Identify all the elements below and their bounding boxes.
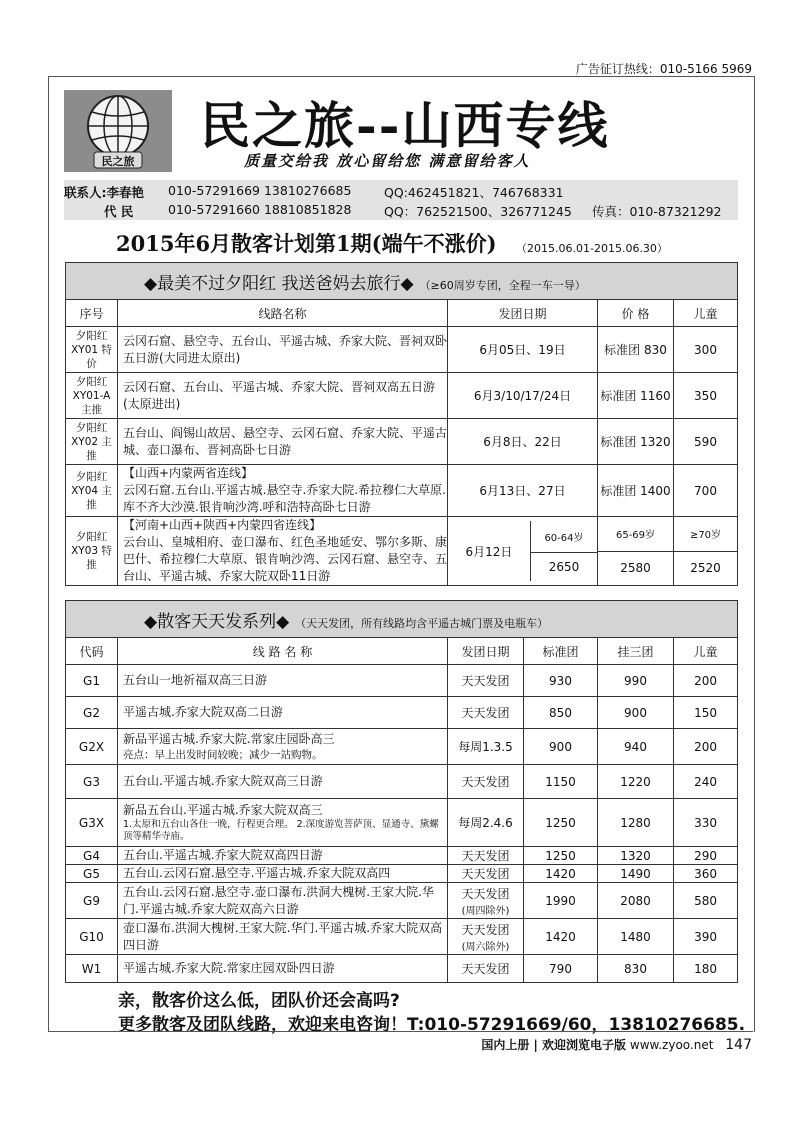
route-child-price: 390: [674, 919, 738, 955]
section1-note: （≥60周岁专团，全程一车一导）: [419, 278, 586, 292]
route-std-price: 850: [524, 697, 598, 729]
tour-date: 6月3/10/17/24日: [448, 373, 598, 419]
route-std-price: 1150: [524, 765, 598, 799]
tour-price: 标准团 1160: [598, 373, 674, 419]
section2-column-headers: [66, 638, 738, 665]
route-name: 新品五台山.平遥古城.乔家大院双高三: [123, 803, 323, 817]
route-date: 每周2.4.6: [448, 799, 524, 847]
route-name: 五台山.云冈石窟.悬空寺.壶口瀑布.洪洞大槐树.王家大院.华门.平遥古城.乔家大院双高六日游: [118, 883, 448, 919]
tour-code: 夕阳红 XY01-A 主推: [66, 373, 118, 419]
tour-code: 夕阳红 XY03 特推: [66, 517, 118, 586]
col-header: 儿童: [674, 638, 738, 665]
col-header: 儿童: [674, 300, 738, 327]
route-date: 天天发团: [448, 955, 524, 983]
table-row: [66, 419, 738, 465]
route-child-price: 290: [674, 847, 738, 865]
tour-price: 标准团 830: [598, 327, 674, 373]
route-std-price: 1250: [524, 847, 598, 865]
route-child-price: 240: [674, 765, 738, 799]
route-code: G1: [66, 665, 118, 697]
age-price: 2520: [674, 551, 738, 586]
route-name: 新品平遥古城.乔家大院.常家庄园卧高三: [123, 732, 335, 746]
tour-route: 云冈石窟、五台山、平遥古城、乔家大院、晋祠双高五日游(太原进出): [118, 373, 448, 419]
tour-route: 云冈石窟.五台山.平遥古城.悬空寺.乔家大院.希拉穆仁大草原.库不齐大沙漠.银肯响沙湾.呼和浩特高卧七日游: [123, 483, 446, 514]
route-g3-price: 1220: [598, 765, 674, 799]
logo-text: 民之旅: [101, 155, 135, 168]
contact-fax: 传真：010-87321292: [592, 204, 722, 219]
contact-name-2: 代 民: [104, 204, 134, 219]
route-name: 壶口瀑布.洪洞大槐树.王家大院.华门.平遥古城.乔家大院双高四日游: [118, 919, 448, 955]
table-row: [66, 919, 738, 955]
age-price: 2650: [548, 559, 580, 574]
route-code: G5: [66, 865, 118, 883]
route-std-price: 790: [524, 955, 598, 983]
tour-child-price: 350: [674, 373, 738, 419]
route-date: 天天发团: [461, 922, 510, 937]
tour-code: 夕阳红 XY04 主推: [66, 465, 118, 517]
route-child-price: 150: [674, 697, 738, 729]
route-code: G10: [66, 919, 118, 955]
page-section-label: 国内上册 | 欢迎浏览电子版: [481, 1038, 627, 1052]
route-g3-price: 940: [598, 729, 674, 765]
route-std-price: 930: [524, 665, 598, 697]
col-header: 线路名称: [118, 300, 448, 327]
route-date-cell: [448, 919, 524, 955]
tour-code: 夕阳红 XY01 特价: [66, 327, 118, 373]
route-date-exception: (周六除外): [461, 941, 510, 953]
table-row: [66, 373, 738, 419]
age-header: 60-64岁: [530, 521, 597, 552]
footer-contact-line: 更多散客及团队线路，欢迎来电咨询！T:010-57291669/60，13810276685.: [118, 1015, 746, 1035]
tour-date-cell: [448, 517, 598, 586]
plan-title: 2015年6月散客计划第1期(端午不涨价): [116, 231, 497, 256]
section1-column-headers: [66, 300, 738, 327]
table-row: [66, 465, 738, 517]
tour-route-tag: 【河南+山西+陕西+内蒙四省连线】: [123, 518, 322, 532]
route-date: 天天发团: [461, 886, 510, 901]
route-std-price: 1420: [524, 865, 598, 883]
page-number: 147: [725, 1037, 752, 1053]
route-code: G9: [66, 883, 118, 919]
tour-price: 标准团 1400: [598, 465, 674, 517]
contact-block: [64, 180, 738, 220]
table-row: [66, 799, 738, 847]
table-row: [66, 665, 738, 697]
section1-title: ◆最美不过夕阳红 我送爸妈去旅行◆: [144, 273, 414, 294]
route-code: G4: [66, 847, 118, 865]
section2-title: ◆散客天天发系列◆: [144, 611, 290, 632]
tour-route-cell: [118, 465, 448, 517]
ad-hotline: 广告征订热线：010-5166 5969: [575, 62, 752, 76]
tour-route-tag: 【山西+内蒙两省连线】: [123, 466, 254, 480]
tour-child-price: 700: [674, 465, 738, 517]
footer-promo-line: 亲，散客价这么低，团队价还会高吗?: [118, 991, 400, 1011]
tour-route: 云台山、皇城相府、壶口瀑布、红色圣地延安、鄂尔多斯、康巴什、希拉穆仁大草原、银肯响沙湾、云冈石窟、悬空寺、五台山、平遥古城、乔家大院双卧11日游: [123, 535, 448, 583]
contact-qq-1: QQ:462451821、746768331: [384, 185, 564, 200]
col-header: 价 格: [598, 300, 674, 327]
route-name: 五台山.平遥古城.乔家大院双高三日游: [118, 765, 448, 799]
col-header: 标准团: [524, 638, 598, 665]
age-price: 2580: [598, 551, 674, 586]
route-std-price: 1250: [524, 799, 598, 847]
route-g3-price: 1280: [598, 799, 674, 847]
route-code: G3: [66, 765, 118, 799]
brand-title: 民之旅--山西专线: [200, 96, 610, 155]
contact-qq-2: QQ：762521500、326771245: [384, 204, 572, 219]
tour-date: 6月8日、22日: [448, 419, 598, 465]
route-child-price: 200: [674, 665, 738, 697]
route-g3-price: 830: [598, 955, 674, 983]
route-name: 五台山一地祈福双高三日游: [118, 665, 448, 697]
route-g3-price: 900: [598, 697, 674, 729]
route-date: 天天发团: [448, 765, 524, 799]
col-header: 发团日期: [448, 300, 598, 327]
route-date: 天天发团: [448, 697, 524, 729]
tour-date: 6月13日、27日: [448, 465, 598, 517]
route-child-price: 180: [674, 955, 738, 983]
route-name-cell: [118, 799, 448, 847]
table-row: [66, 765, 738, 799]
route-code: G2: [66, 697, 118, 729]
section2-note: （天天发团，所有线路均含平遥古城门票及电瓶车）: [295, 616, 549, 630]
contact-name-1: 联系人:李春艳: [64, 185, 144, 200]
route-name: 平遥古城.乔家大院双高二日游: [118, 697, 448, 729]
table-row: [66, 865, 738, 883]
route-code: G3X: [66, 799, 118, 847]
route-name: 平遥古城.乔家大院.常家庄园双卧四日游: [118, 955, 448, 983]
tour-route-cell: [118, 517, 448, 586]
slogan: 质量交给我 放心留给您 满意留给客人: [244, 152, 531, 170]
tour-child-price: 590: [674, 419, 738, 465]
route-date: 天天发团: [448, 865, 524, 883]
route-date-exception: (周四除外): [461, 905, 510, 917]
route-std-price: 1990: [524, 883, 598, 919]
route-g3-price: 1320: [598, 847, 674, 865]
route-name: 五台山.平遥古城.乔家大院双高四日游: [118, 847, 448, 865]
table-row: [66, 847, 738, 865]
tour-date: 6月05日、19日: [448, 327, 598, 373]
col-header: 发团日期: [448, 638, 524, 665]
page-info: [481, 1036, 752, 1053]
route-name: 五台山.云冈石窟.悬空寺.平遥古城.乔家大院双高四: [118, 865, 448, 883]
route-child-price: 580: [674, 883, 738, 919]
table-row: [66, 883, 738, 919]
sunset-tour-table: [65, 262, 738, 586]
tour-date: 6月12日: [448, 521, 530, 581]
contact-phones-2: 010-57291660 18810851828: [168, 202, 352, 217]
route-date-cell: [448, 883, 524, 919]
plan-date-range: （2015.06.01-2015.06.30）: [516, 242, 668, 255]
table-row: [66, 517, 738, 552]
route-child-price: 330: [674, 799, 738, 847]
route-date: 天天发团: [448, 847, 524, 865]
route-highlight: 亮点：早上出发时间较晚；减少一站购物。: [123, 749, 323, 761]
section1-header: [66, 263, 738, 300]
contact-phones-1: 010-57291669 13810276685: [168, 183, 352, 198]
route-g3-price: 1490: [598, 865, 674, 883]
route-date: 每周1.3.5: [448, 729, 524, 765]
route-g3-price: 1480: [598, 919, 674, 955]
section2-header: [66, 601, 738, 638]
route-highlight: 1.太原和五台山各住一晚，行程更合理。 2.深度游览菩萨顶、显通寺、黛螺顶等精华寺庙。: [123, 819, 439, 842]
table-row: [66, 955, 738, 983]
tour-code: 夕阳红 XY02 主推: [66, 419, 118, 465]
route-std-price: 900: [524, 729, 598, 765]
age-header: ≥70岁: [674, 517, 738, 552]
table-row: [66, 697, 738, 729]
route-std-price: 1420: [524, 919, 598, 955]
tour-date-inner: [448, 521, 597, 581]
table-row: [66, 729, 738, 765]
col-header: 代码: [66, 638, 118, 665]
age-header: 65-69岁: [598, 517, 674, 552]
website-link[interactable]: www.zyoo.net: [629, 1038, 714, 1052]
route-child-price: 200: [674, 729, 738, 765]
tour-price: 标准团 1320: [598, 419, 674, 465]
bottom-rule: [48, 1031, 753, 1032]
brand-logo: [64, 90, 172, 172]
daily-tour-table: [65, 600, 738, 983]
col-header: 线 路 名 称: [118, 638, 448, 665]
tour-route: 云冈石窟、悬空寺、五台山、平遥古城、乔家大院、晋祠双卧五日游(大同进太原出): [118, 327, 448, 373]
route-name-cell: [118, 729, 448, 765]
route-code: W1: [66, 955, 118, 983]
col-header: 序号: [66, 300, 118, 327]
route-date: 天天发团: [448, 665, 524, 697]
tour-route: 五台山、阎锡山故居、悬空寺、云冈石窟、乔家大院、平遥古城、壶口瀑布、晋祠高卧七日游: [118, 419, 448, 465]
route-g3-price: 990: [598, 665, 674, 697]
route-child-price: 360: [674, 865, 738, 883]
tour-child-price: 300: [674, 327, 738, 373]
route-g3-price: 2080: [598, 883, 674, 919]
table-row: [66, 327, 738, 373]
route-code: G2X: [66, 729, 118, 765]
col-header: 挂三团: [598, 638, 674, 665]
